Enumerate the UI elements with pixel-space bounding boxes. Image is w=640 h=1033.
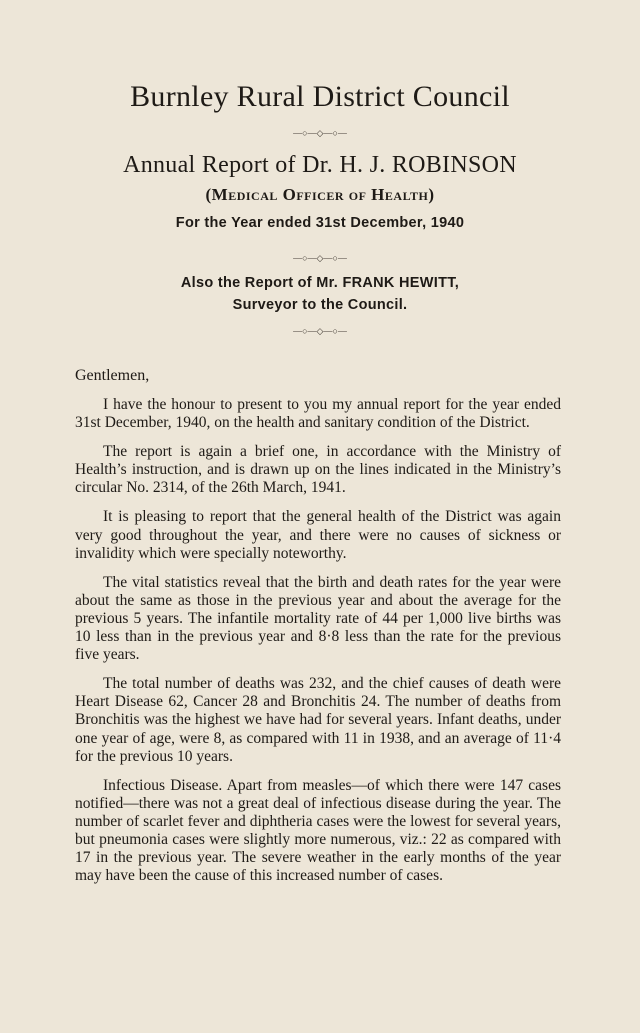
officer-role: (Medical Officer of Health) [205,185,435,204]
paragraph: The total number of deaths was 232, and the chief causes of death were Heart Disease 62, Cancer 28 and Bronchitis 24. The number of deaths from Bronchitis was the highest we have had for several years. Infant deaths, under one year of age, were 8, as compared with 11 in 1938, and an average of 11·4 for the previous 10 years. [75,675,561,765]
ornament-divider: —○—◇—○— [293,253,347,263]
paragraph: The vital statistics reveal that the birth and death rates for the year were about the same as those in the previous year and about the average for the previous 5 years. The infantile mortality rate of 44 per 1,000 live births was 10 less than in the previous year and 8·8 less than the rate for the previous five years. [75,573,561,664]
report-title: Annual Report of Dr. H. J. ROBINSON [123,152,517,178]
salutation: Gentlemen, [75,367,150,384]
report-body [75,396,561,896]
paragraph: Infectious Disease. Apart from measles—of which there were 147 cases notified—there was not a great deal of infectious disease during the year. The number of scarlet fever and diphtheria cases were the lowest for several years, but pneumonia cases were slightly more numerous, viz.: 22 as compared with 17 in the previous year. The severe weather in the early months of the year may have been the cause of this increased number of cases. [75,776,561,885]
ornament-divider: —○—◇—○— [293,128,347,138]
council-title: Burnley Rural District Council [130,80,510,113]
surveyor-title-line: Surveyor to the Council. [232,297,408,313]
surveyor-report-line: Also the Report of Mr. FRANK HEWITT, [180,275,460,291]
paragraph: I have the honour to present to you my annual report for the year ended 31st December, 1940, on the health and sanitary condition of the District. [75,396,561,432]
paragraph: It is pleasing to report that the general health of the District was again very good throughout the year, and there were no causes of sickness or invalidity which were specially noteworthy. [75,508,561,562]
paragraph: The report is again a brief one, in accordance with the Ministry of Health’s instruction, and is drawn up on the lines indicated in the Ministry’s circular No. 2314, of the 26th March, 1941. [75,443,561,497]
ornament-divider: —○—◇—○— [293,326,347,336]
year-line: For the Year ended 31st December, 1940 [175,215,465,231]
